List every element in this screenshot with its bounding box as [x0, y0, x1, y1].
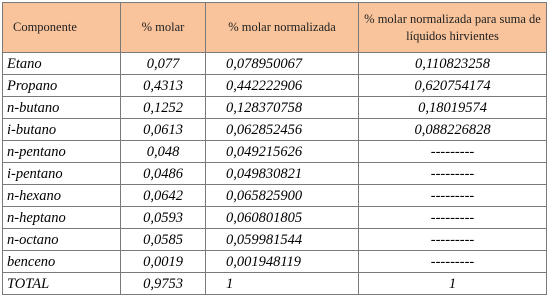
- header-molar-normalizada: % molar normalizada: [206, 3, 359, 53]
- cell-componente: n-hexano: [3, 185, 121, 207]
- cell-molar-normalizada: 0,062852456: [206, 119, 359, 141]
- cell-molar-normalizada: 0,001948119: [206, 251, 359, 273]
- cell-molar: 0,1252: [121, 97, 206, 119]
- cell-molar: 0,0019: [121, 251, 206, 273]
- cell-molar-normalizada-liquidos: 0,18019574: [359, 97, 547, 119]
- header-molar-normalizada-liquidos: % molar normalizada para suma de líquidos hirvientes: [359, 3, 547, 53]
- cell-componente: n-butano: [3, 97, 121, 119]
- cell-molar-normalizada-liquidos: 0,620754174: [359, 75, 547, 97]
- cell-molar: 0,077: [121, 53, 206, 75]
- table-container: [2, 2, 546, 295]
- cell-molar-normalizada-liquidos: ---------: [359, 251, 547, 273]
- cell-molar-normalizada: 0,060801805: [206, 207, 359, 229]
- cell-molar-normalizada: 1: [206, 273, 359, 295]
- table-row: [3, 273, 547, 295]
- cell-componente: Etano: [3, 53, 121, 75]
- cell-molar-normalizada-liquidos: ---------: [359, 185, 547, 207]
- cell-componente: n-heptano: [3, 207, 121, 229]
- table-row: [3, 251, 547, 273]
- cell-molar-normalizada-liquidos: ---------: [359, 207, 547, 229]
- cell-molar-normalizada-liquidos: ---------: [359, 163, 547, 185]
- table-row: [3, 97, 547, 119]
- table-row: [3, 141, 547, 163]
- cell-componente: n-pentano: [3, 141, 121, 163]
- cell-molar-normalizada: 0,442222906: [206, 75, 359, 97]
- cell-componente: benceno: [3, 251, 121, 273]
- cell-molar-normalizada-liquidos: ---------: [359, 229, 547, 251]
- table-row: [3, 119, 547, 141]
- table-row: [3, 75, 547, 97]
- cell-componente: i-pentano: [3, 163, 121, 185]
- cell-componente: n-octano: [3, 229, 121, 251]
- cell-molar-normalizada: 0,049215626: [206, 141, 359, 163]
- cell-molar-normalizada: 0,065825900: [206, 185, 359, 207]
- cell-molar-normalizada: 0,059981544: [206, 229, 359, 251]
- cell-componente: Propano: [3, 75, 121, 97]
- cell-molar-normalizada-liquidos: 0,110823258: [359, 53, 547, 75]
- cell-molar: 0,4313: [121, 75, 206, 97]
- cell-molar: 0,0642: [121, 185, 206, 207]
- cell-molar: 0,0585: [121, 229, 206, 251]
- header-molar: % molar: [121, 3, 206, 53]
- table-row: [3, 163, 547, 185]
- cell-molar: 0,9753: [121, 273, 206, 295]
- table-row: [3, 53, 547, 75]
- cell-molar-normalizada-liquidos: 0,088226828: [359, 119, 547, 141]
- cell-molar: 0,0613: [121, 119, 206, 141]
- header-componente: Componente: [3, 3, 121, 53]
- header-row: [3, 3, 547, 53]
- cell-componente: TOTAL: [3, 273, 121, 295]
- cell-molar-normalizada: 0,128370758: [206, 97, 359, 119]
- table-row: [3, 207, 547, 229]
- cell-molar: 0,048: [121, 141, 206, 163]
- cell-molar-normalizada-liquidos: ---------: [359, 141, 547, 163]
- cell-molar-normalizada: 0,049830821: [206, 163, 359, 185]
- table-row: [3, 185, 547, 207]
- composition-table: [2, 2, 547, 295]
- table-body: [3, 53, 547, 295]
- cell-molar: 0,0486: [121, 163, 206, 185]
- cell-componente: i-butano: [3, 119, 121, 141]
- cell-molar-normalizada: 0,078950067: [206, 53, 359, 75]
- cell-molar-normalizada-liquidos: 1: [359, 273, 547, 295]
- cell-molar: 0,0593: [121, 207, 206, 229]
- table-row: [3, 229, 547, 251]
